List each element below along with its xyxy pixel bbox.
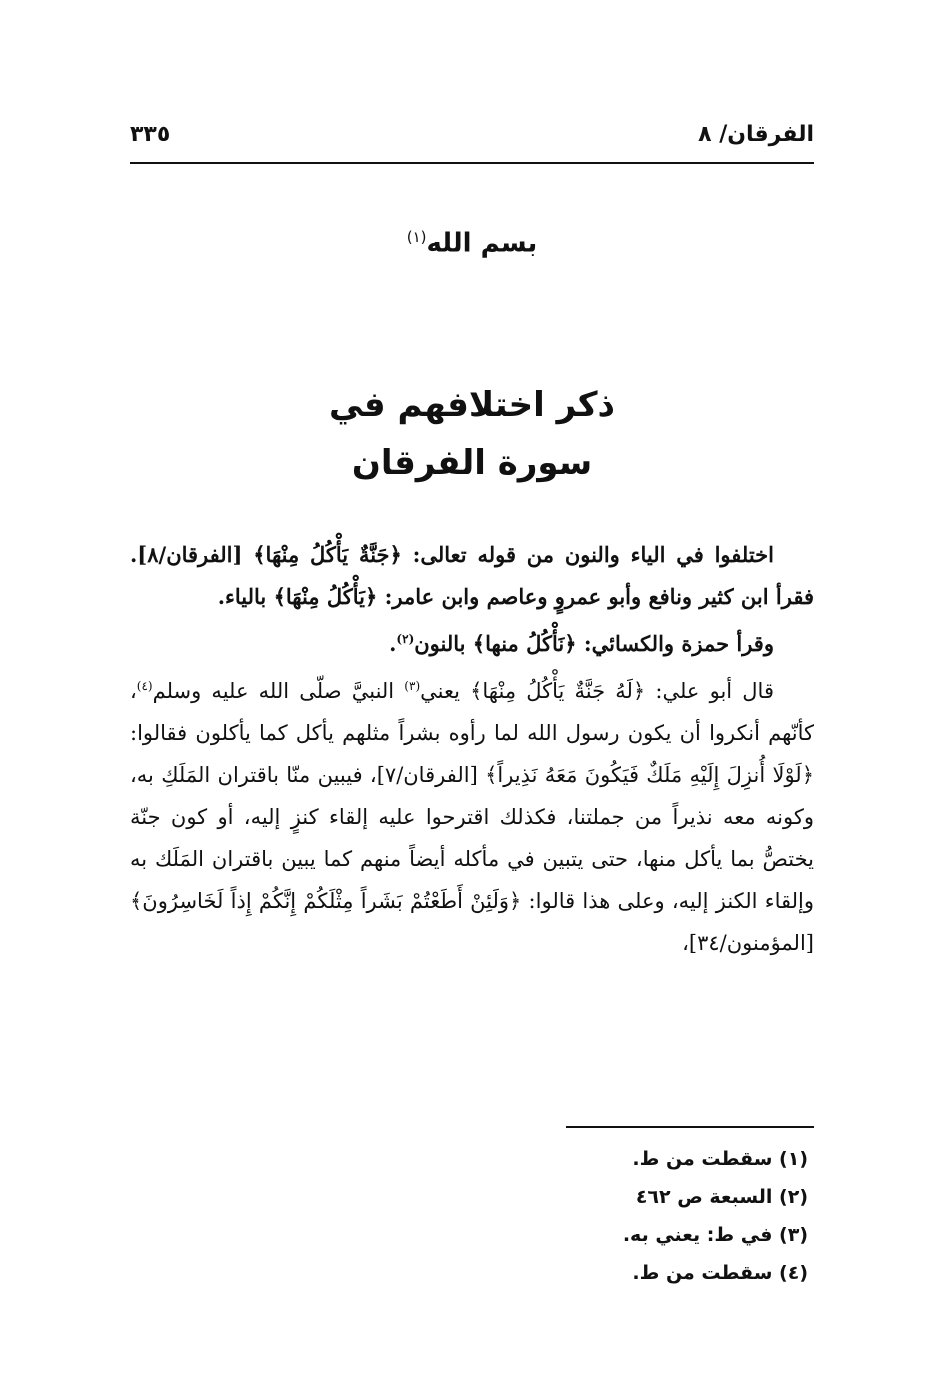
- footnote-rule: [566, 1126, 814, 1128]
- paragraph-3-part-a: قال أبو علي: ﴿لَهُ جَنَّةٌ يَأْكُلُ مِنْهَا﴾ يعني: [420, 679, 774, 703]
- chapter-title: [130, 376, 814, 492]
- footnote-ref-3: (٣): [404, 679, 421, 693]
- footnote-2: (٢) السبعة ص ٤٦٢: [635, 1186, 808, 1208]
- paragraph-2-text: وقرأ حمزة والكسائي: ﴿نَأْكُلُ منها﴾ بالنون: [414, 631, 774, 656]
- paragraph-2: [130, 618, 814, 665]
- running-title: الفرقان/ ٨: [698, 122, 814, 147]
- paragraph-3-part-c: ، كأنّهم أنكروا أن يكون رسول الله لما رأوه بشراً مثلهم يأكل كما يأكلون فقالوا: ﴿لَوْلَا أُنزِلَ إِلَيْهِ مَلَكٌ فَيَكُونَ مَعَهُ نَذِيراً﴾ [الفرقان/٧]، فيبين منّا باقتران المَلَكِ به، وكونه معه نذيراً من جملتنا، فكذلك اقترحوا عليه إلقاء كنزٍ إليه، أو كون جنّة يختصُّ بما يأكل منها، حتى يتبين في مأكله أيضاً منهم كما يبين باقتران المَلَك به وإلقاء الكنز إليه، وعلى هذا قالوا: ﴿وَلَئِنْ أَطَعْتُمْ بَشَراً مِثْلَكُمْ إِنَّكُمْ إِذاً لَخَاسِرُونَ﴾ [المؤمنون/٣٤]،: [130, 679, 815, 955]
- basmala: [130, 228, 814, 259]
- footnote-ref-1: (١): [406, 228, 427, 246]
- footnote-1: (١) سقطت من ط.: [632, 1148, 808, 1170]
- paragraph-2-end: .: [389, 631, 397, 656]
- chapter-title-line-1: ذكر اختلافهم في: [329, 385, 615, 425]
- chapter-title-line-2: سورة الفرقان: [351, 443, 593, 483]
- footnote-4: (٤) سقطت من ط.: [632, 1262, 808, 1284]
- page-number: ٣٣٥: [130, 122, 171, 147]
- footnote-ref-4: (٤): [136, 679, 153, 693]
- paragraph-3: [130, 665, 814, 964]
- body-text: [130, 534, 814, 964]
- paragraph-3-part-b: النبيَّ صلّى الله عليه وسلم: [152, 679, 405, 703]
- running-head: [130, 118, 814, 158]
- basmala-text: بسم الله: [426, 228, 538, 259]
- footnotes: [130, 1140, 814, 1292]
- footnote-3: (٣) في ط: يعني به.: [622, 1224, 808, 1246]
- footnote-ref-2: (٢): [396, 632, 415, 646]
- header-rule: [130, 162, 814, 164]
- paragraph-1: اختلفوا في الياء والنون من قوله تعالى: ﴿جَنَّةٌ يَأْكُلُ مِنْهَا﴾ [الفرقان/٨]. فقرأ ابن كثير ونافع وأبو عمروٍ وعاصم وابن عامر: ﴿يَأْكُلُ مِنْهَا﴾ بالياء.: [130, 542, 814, 609]
